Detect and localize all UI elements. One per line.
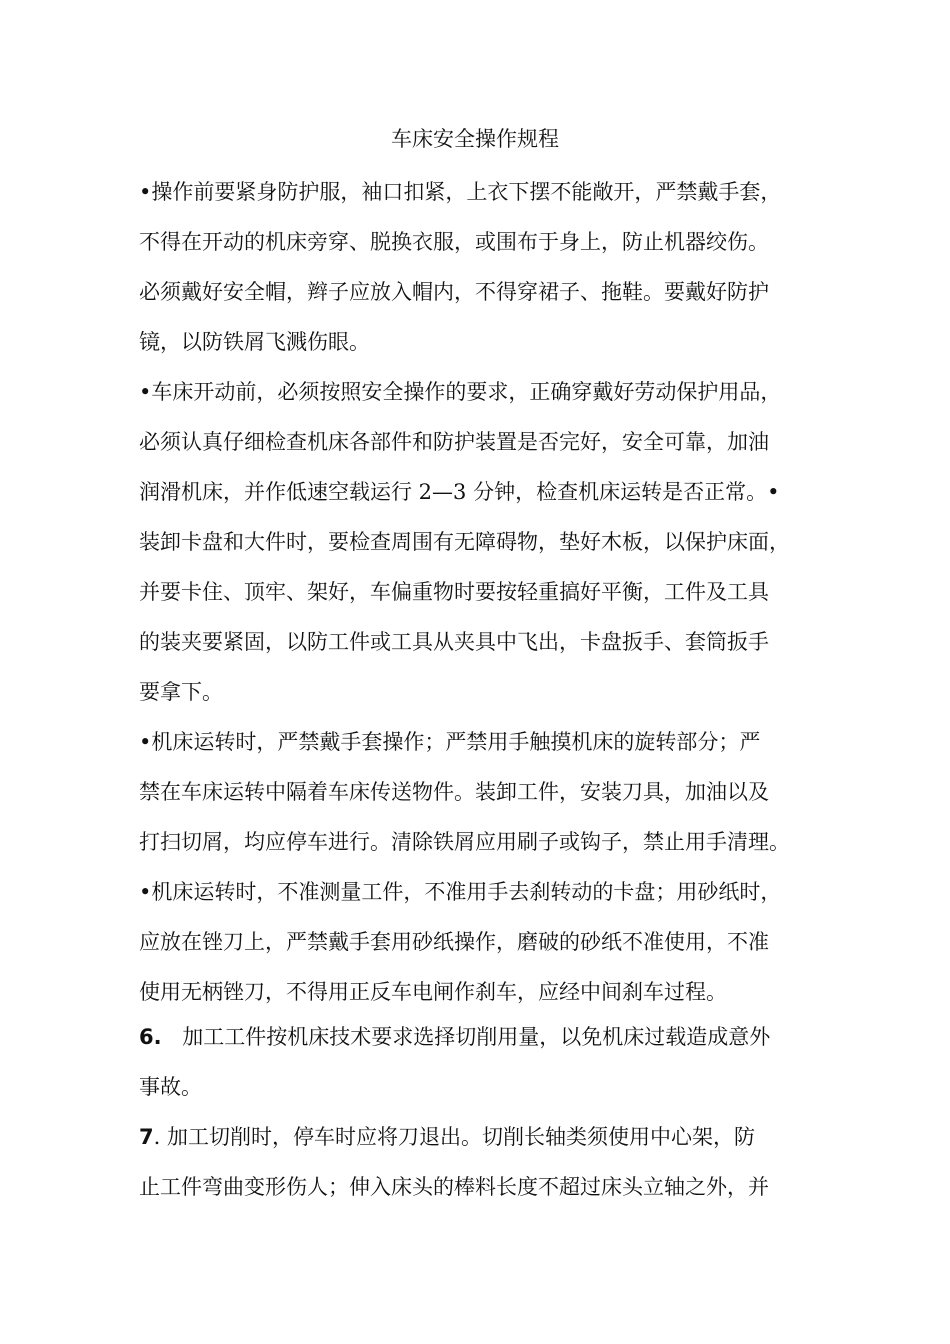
body-line: 止工件弯曲变形伤人；伸入床头的棒料长度不超过床头立轴之外，并 (139, 1175, 769, 1199)
body-line: •机床运转时，严禁戴手套操作；严禁用手触摸机床的旋转部分；严 (139, 730, 761, 754)
list-item-7 (139, 1122, 755, 1152)
body-line: 禁在车床运转中隔着车床传送物件。装卸工件，安装刀具，加油以及 (139, 780, 769, 804)
body-line: 应放在锉刀上，严禁戴手套用砂纸操作，磨破的砂纸不准使用，不准 (139, 930, 769, 954)
body-line: •车床开动前，必须按照安全操作的要求，正确穿戴好劳动保护用品， (139, 380, 782, 404)
list-item-6 (139, 1022, 770, 1052)
body-line: 要拿下。 (139, 680, 223, 704)
body-line: 事故。 (139, 1075, 202, 1099)
item-number: 6. (139, 1025, 162, 1049)
item-number: 7 (139, 1125, 154, 1149)
body-line: 装卸卡盘和大件时，要检查周围有无障碍物，垫好木板，以保护床面， (139, 530, 790, 554)
body-line: 使用无柄锉刀，不得用正反车电闸作刹车，应经中间刹车过程。 (139, 980, 727, 1004)
item-text: . 加工切削时，停车时应将刀退出。切削长轴类须使用中心架，防 (153, 1125, 755, 1149)
body-line: •机床运转时，不准测量工件，不准用手去刹转动的卡盘；用砂纸时， (139, 880, 782, 904)
body-line: 必须认真仔细检查机床各部件和防护装置是否完好，安全可靠，加油 (139, 430, 769, 454)
body-line: 打扫切屑，均应停车进行。清除铁屑应用刷子或钩子，禁止用手清理。 (139, 830, 790, 854)
body-line: •操作前要紧身防护服，袖口扣紧，上衣下摆不能敞开，严禁戴手套， (139, 180, 782, 204)
page-title: 车床安全操作规程 (391, 127, 559, 151)
body-line: 必须戴好安全帽，辫子应放入帽内，不得穿裙子、拖鞋。要戴好防护 (139, 280, 769, 304)
body-line: 不得在开动的机床旁穿、脱换衣服，或围布于身上，防止机器绞伤。 (139, 230, 769, 254)
body-line: 镜，以防铁屑飞溅伤眼。 (139, 330, 370, 354)
item-text: 加工工件按机床技术要求选择切削用量，以免机床过载造成意外 (182, 1025, 771, 1049)
body-line: 并要卡住、顶牢、架好，车偏重物时要按轻重搞好平衡，工件及工具 (139, 580, 769, 604)
body-line: 的装夹要紧固，以防工件或工具从夹具中飞出，卡盘扳手、套筒扳手 (139, 630, 769, 654)
body-line: 润滑机床，并作低速空载运行 2—3 分钟，检查机床运转是否正常。• (139, 480, 780, 504)
